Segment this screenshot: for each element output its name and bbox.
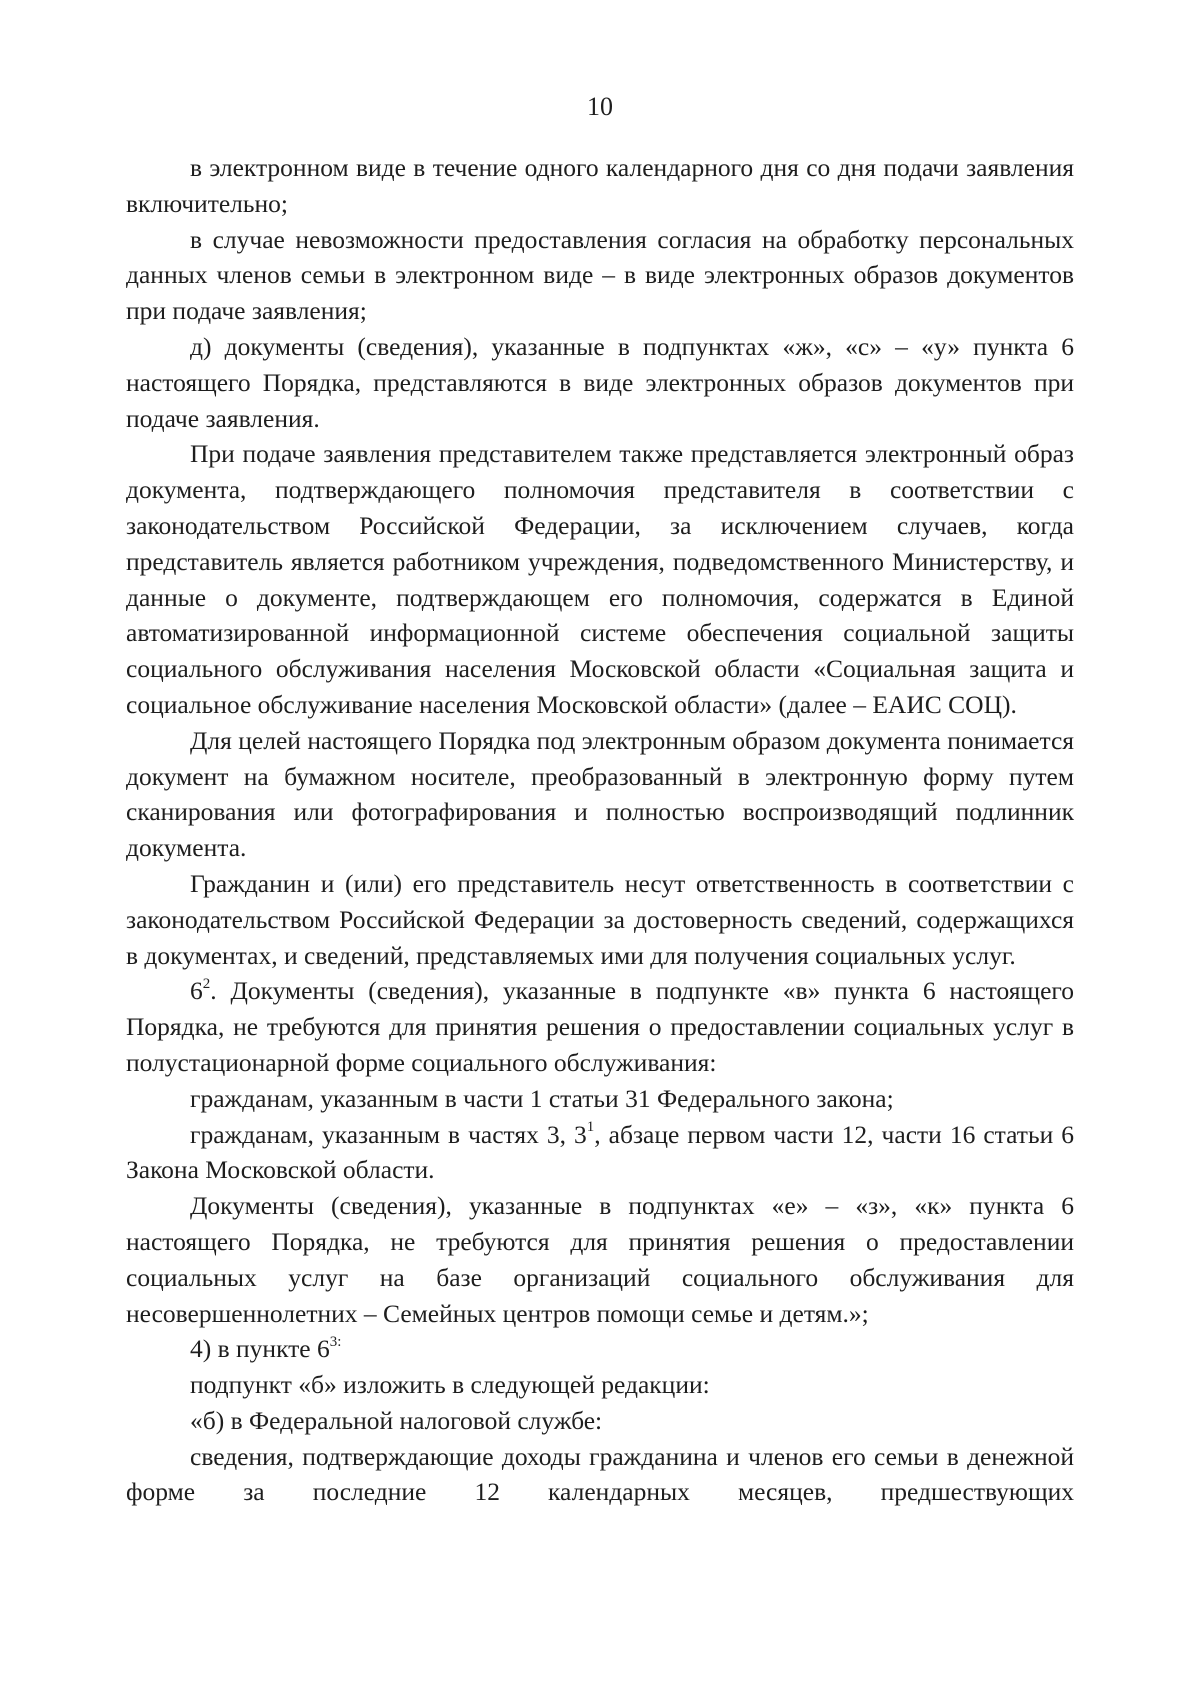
superscript: 1 bbox=[586, 1119, 595, 1136]
document-body bbox=[126, 150, 1074, 1510]
superscript: 3: bbox=[329, 1333, 342, 1350]
paragraph: Для целей настоящего Порядка под электронным образом документа понимается документ на бумажном носителе, преобразованный в электронную форму путем сканирования или фотографирования и полностью воспроизводящий подлинник документа. bbox=[126, 725, 1074, 863]
paragraph: Документы (сведения), указанные в подпунктах «е» – «з», «к» пункта 6 настоящего Порядка, не требуются для принятия решения о предоставлении социальных услуг на базе организаций социального обслуживания для несовершеннолетних – Семейных центров помощи семье и детям.»; bbox=[126, 1191, 1074, 1328]
amendment-item bbox=[126, 1331, 1074, 1367]
paragraph-6-2 bbox=[126, 973, 1074, 1080]
paragraph bbox=[126, 1117, 1074, 1189]
paragraph: При подаче заявления представителем также представляется электронный образ документа, подтверждающего полномочия представителя в соответствии с законодательством Российской Федерации, за исключением случаев, когда представитель является работником учреждения, подведомственного Министерству, и данные о документе, подтверждающем его полномочия, содержатся в Единой автоматизированной информационной системе обеспечения социальной защиты социального обслуживания населения Московской области «Социальная защита и социальное обслуживание населения Московской области» (далее – ЕАИС СОЦ). bbox=[126, 439, 1074, 719]
page-number: 10 bbox=[587, 92, 613, 121]
paragraph: «б) в Федеральной налоговой службе: bbox=[190, 1405, 603, 1435]
paragraph: в случае невозможности предоставления согласия на обработку персональных данных членов семьи в электронном виде – в виде электронных образов документов при подаче заявления; bbox=[126, 224, 1074, 326]
paragraph: в электронном виде в течение одного календарного дня со дня подачи заявления включительно; bbox=[126, 153, 1074, 218]
superscript: 2 bbox=[202, 975, 211, 992]
paragraph: подпункт «б» изложить в следующей редакции: bbox=[190, 1370, 710, 1400]
text-segment: 4) в пункте 6 bbox=[190, 1334, 330, 1364]
paragraph-text: . Документы (сведения), указанные в подпункте «в» пункта 6 настоящего Порядка, не требуются для принятия решения о предоставлении социальных услуг в полустационарной форме социального обслуживания: bbox=[126, 976, 1074, 1077]
paragraph-number: 6 bbox=[190, 976, 203, 1006]
paragraph: гражданам, указанным в части 1 статьи 31 Федерального закона; bbox=[190, 1083, 894, 1113]
paragraph: сведения, подтверждающие доходы гражданина и членов его семьи в денежной форме за последние 12 календарных месяцев, предшествующих bbox=[126, 1441, 1074, 1507]
paragraph: д) документы (сведения), указанные в подпунктах «ж», «с» – «у» пункта 6 настоящего Порядка, представляются в виде электронных образов документов при подаче заявления. bbox=[126, 331, 1074, 433]
text-segment: , абзаце первом части 12, части 16 статьи 6 Закона Московской области. bbox=[126, 1119, 1074, 1185]
paragraph: Гражданин и (или) его представитель несут ответственность в соответствии с законодательством Российской Федерации за достоверность сведений, содержащихся в документах, и сведений, представляемых ими для получения социальных услуг. bbox=[126, 868, 1074, 970]
text-segment: гражданам, указанным в частях 3, 3 bbox=[190, 1119, 587, 1149]
